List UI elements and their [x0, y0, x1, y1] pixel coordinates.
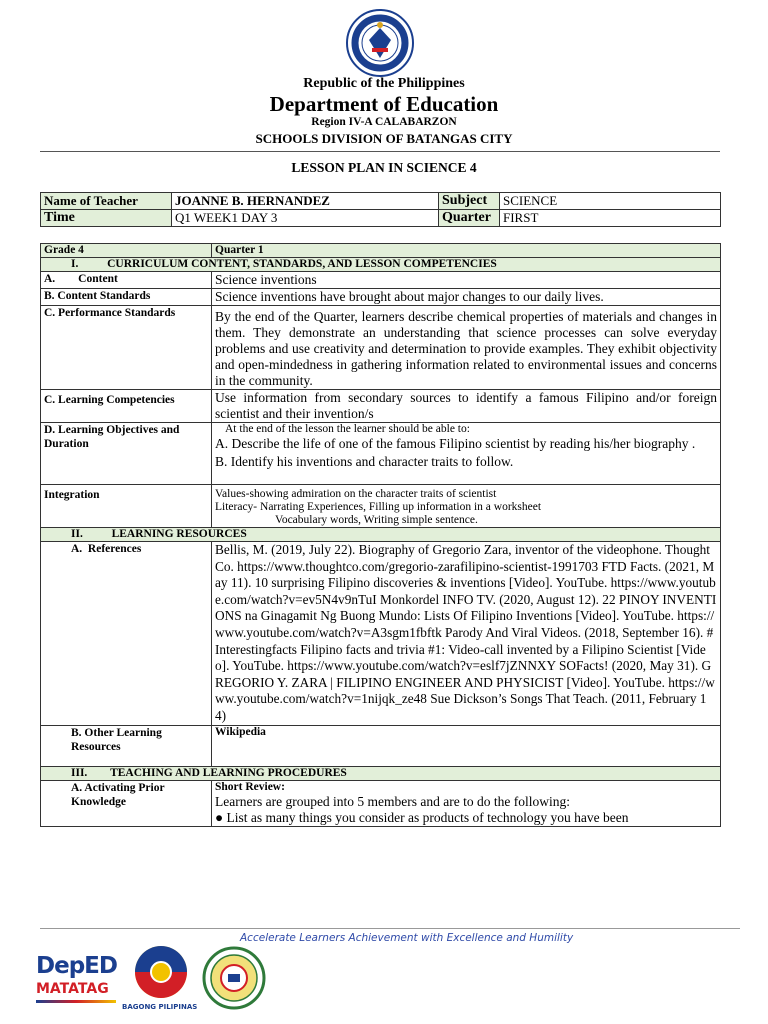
- lesson-plan-table: [40, 243, 721, 827]
- division-heading: SCHOOLS DIVISION OF BATANGAS CITY: [255, 131, 513, 146]
- teacher-info-table: [40, 192, 721, 227]
- republic-heading: Republic of the Philippines: [303, 76, 465, 91]
- header-divider: [40, 151, 720, 152]
- quarter-cell: Quarter 1: [212, 244, 721, 258]
- content-value: Science inventions: [212, 272, 721, 289]
- performance-standards-value: By the end of the Quarter, learners describe chemical properties of materials and changes in them. They demonstrate an understanding that science processes can solve everyday problems and use creativity and determination to provide examples. They exhibit objectivity and open-mindedness in gathering information related to environmental issues and concerns in the community.: [212, 306, 721, 390]
- region-heading: Region IV-A CALABARZON: [311, 116, 457, 128]
- lesson-plan-title: LESSON PLAN IN SCIENCE 4: [291, 160, 477, 175]
- activating-prior-knowledge-cell: [212, 780, 721, 826]
- apk-bullet: ● List as many things you consider as products of technology you have been: [215, 809, 629, 825]
- performance-standards-label: C. Performance Standards: [41, 306, 212, 390]
- content-standards-value: Science inventions have brought about major changes to our daily lives.: [212, 289, 721, 306]
- integration-values: Values-showing admiration on the character traits of scientist: [215, 488, 497, 500]
- table-row: [41, 725, 721, 766]
- objective-b: B. Identify his inventions and character traits to follow.: [215, 454, 514, 469]
- teacher-name: JOANNE B. HERNANDEZ: [172, 193, 439, 210]
- table-row: [41, 244, 721, 258]
- objective-a: A. Describe the life of one of the famous Filipino scientist by reading his/her biography .: [215, 436, 696, 451]
- table-row: [41, 306, 721, 390]
- quarter-value: FIRST: [500, 210, 721, 227]
- content-standards-label: B. Content Standards: [41, 289, 212, 306]
- integration-vocabulary: Vocabulary words, Writing simple sentence.: [275, 514, 478, 526]
- table-row: [41, 289, 721, 306]
- section-row: [41, 766, 721, 780]
- table-row: [41, 272, 721, 289]
- footer-tagline: Accelerate Learners Achievement with Excellence and Humility: [240, 932, 574, 944]
- section-row: [41, 258, 721, 272]
- other-resources-value: Wikipedia: [212, 725, 721, 766]
- quarter-label: Quarter: [439, 210, 500, 227]
- bagong-pilipinas-text: BAGONG PILIPINAS: [122, 1003, 198, 1011]
- division-seal-logo: [202, 946, 266, 1010]
- learning-objectives-label: D. Learning Objectives and Duration: [41, 423, 212, 485]
- learning-competencies-label: C. Learning Competencies: [41, 390, 212, 423]
- other-resources-label: B. Other Learning Resources: [41, 725, 212, 766]
- content-label: A. Content: [41, 272, 212, 289]
- table-row: [41, 780, 721, 826]
- grade-label: Grade 4: [41, 244, 212, 258]
- section-heading-resources: II. LEARNING RESOURCES: [41, 528, 721, 542]
- time-value: Q1 WEEK1 DAY 3: [172, 210, 439, 227]
- subject-value: SCIENCE: [500, 193, 721, 210]
- table-row: [41, 542, 721, 726]
- table-row: [41, 390, 721, 423]
- integration-cell: [212, 485, 721, 528]
- deped-matatag-logo: [36, 953, 120, 1015]
- activating-prior-knowledge-label: A. Activating Prior Knowledge: [41, 780, 212, 826]
- learning-competencies-value: Use information from secondary sources to identify a famous Filipino and/or foreign scientist and their invention/s: [212, 390, 721, 423]
- section-heading-procedures: III. TEACHING AND LEARNING PROCEDURES: [41, 766, 721, 780]
- table-row: [41, 423, 721, 485]
- integration-literacy: Literacy- Narrating Experiences, Filling up information in a worksheet: [215, 501, 542, 513]
- apk-instruction: Learners are grouped into 5 members and are to do the following:: [215, 793, 571, 809]
- matatag-stripe: [36, 1000, 116, 1003]
- short-review-title: Short Review:: [215, 780, 285, 793]
- section-heading-curriculum: I. CURRICULUM CONTENT, STANDARDS, AND LESSON COMPETENCIES: [41, 258, 721, 272]
- department-heading: Department of Education: [269, 92, 499, 116]
- bagong-pilipinas-logo: [128, 944, 194, 1000]
- matatag-wordmark: MATATAG: [36, 981, 109, 997]
- subject-label: Subject: [439, 193, 500, 210]
- section-row: [41, 528, 721, 542]
- teacher-label: Name of Teacher: [41, 193, 172, 210]
- footer-divider: [40, 928, 740, 929]
- deped-seal-logo: [339, 8, 421, 78]
- integration-label: Integration: [41, 485, 212, 528]
- objectives-intro: At the end of the lesson the learner should be able to:: [225, 423, 470, 435]
- table-row: [41, 485, 721, 528]
- deped-wordmark: DepED: [36, 953, 117, 979]
- references-value: Bellis, M. (2019, July 22). Biography of Gregorio Zara, inventor of the videophone. ThoughtCo. https://www.thoughtco.com/gregorio-zarafilipino-scientist-1991703 FTD Facts. (2021, May 11). 10 surprising Filipino discoveries & inventions [Video]. YouTube. https://www.youtube.com/watch?v=ev5N4v9nTuI Monkordel INFO TV. (2020, August 12). 22 PINOY INVENTIONS na Ginagamit Ng Buong Mundo: Lists Of Filipino Inventions [Video]. YouTube. https://www.youtube.com/watch?v=A3sgm1fbftk Parody And Viral Videos. (2018, September 16). #Interestingfacts Filipino facts and trivia #1: Video-call invented by a Filipino Scientist [Video]. YouTube. https://www.youtube.com/watch?v=eslf7jZNNXY SOFacts! (2020, May 31). GREGORIO Y. ZARA | FILIPINO ENGINEER AND PHYSICIST [Video]. YouTube. https://www.youtube.com/watch?v=1nijqk_ze48 Sue Dickson’s Songs That Teach. (2011, February 14): [212, 542, 721, 726]
- time-label: Time: [41, 210, 172, 227]
- learning-objectives-cell: [212, 423, 721, 485]
- references-label: A. References: [41, 542, 212, 726]
